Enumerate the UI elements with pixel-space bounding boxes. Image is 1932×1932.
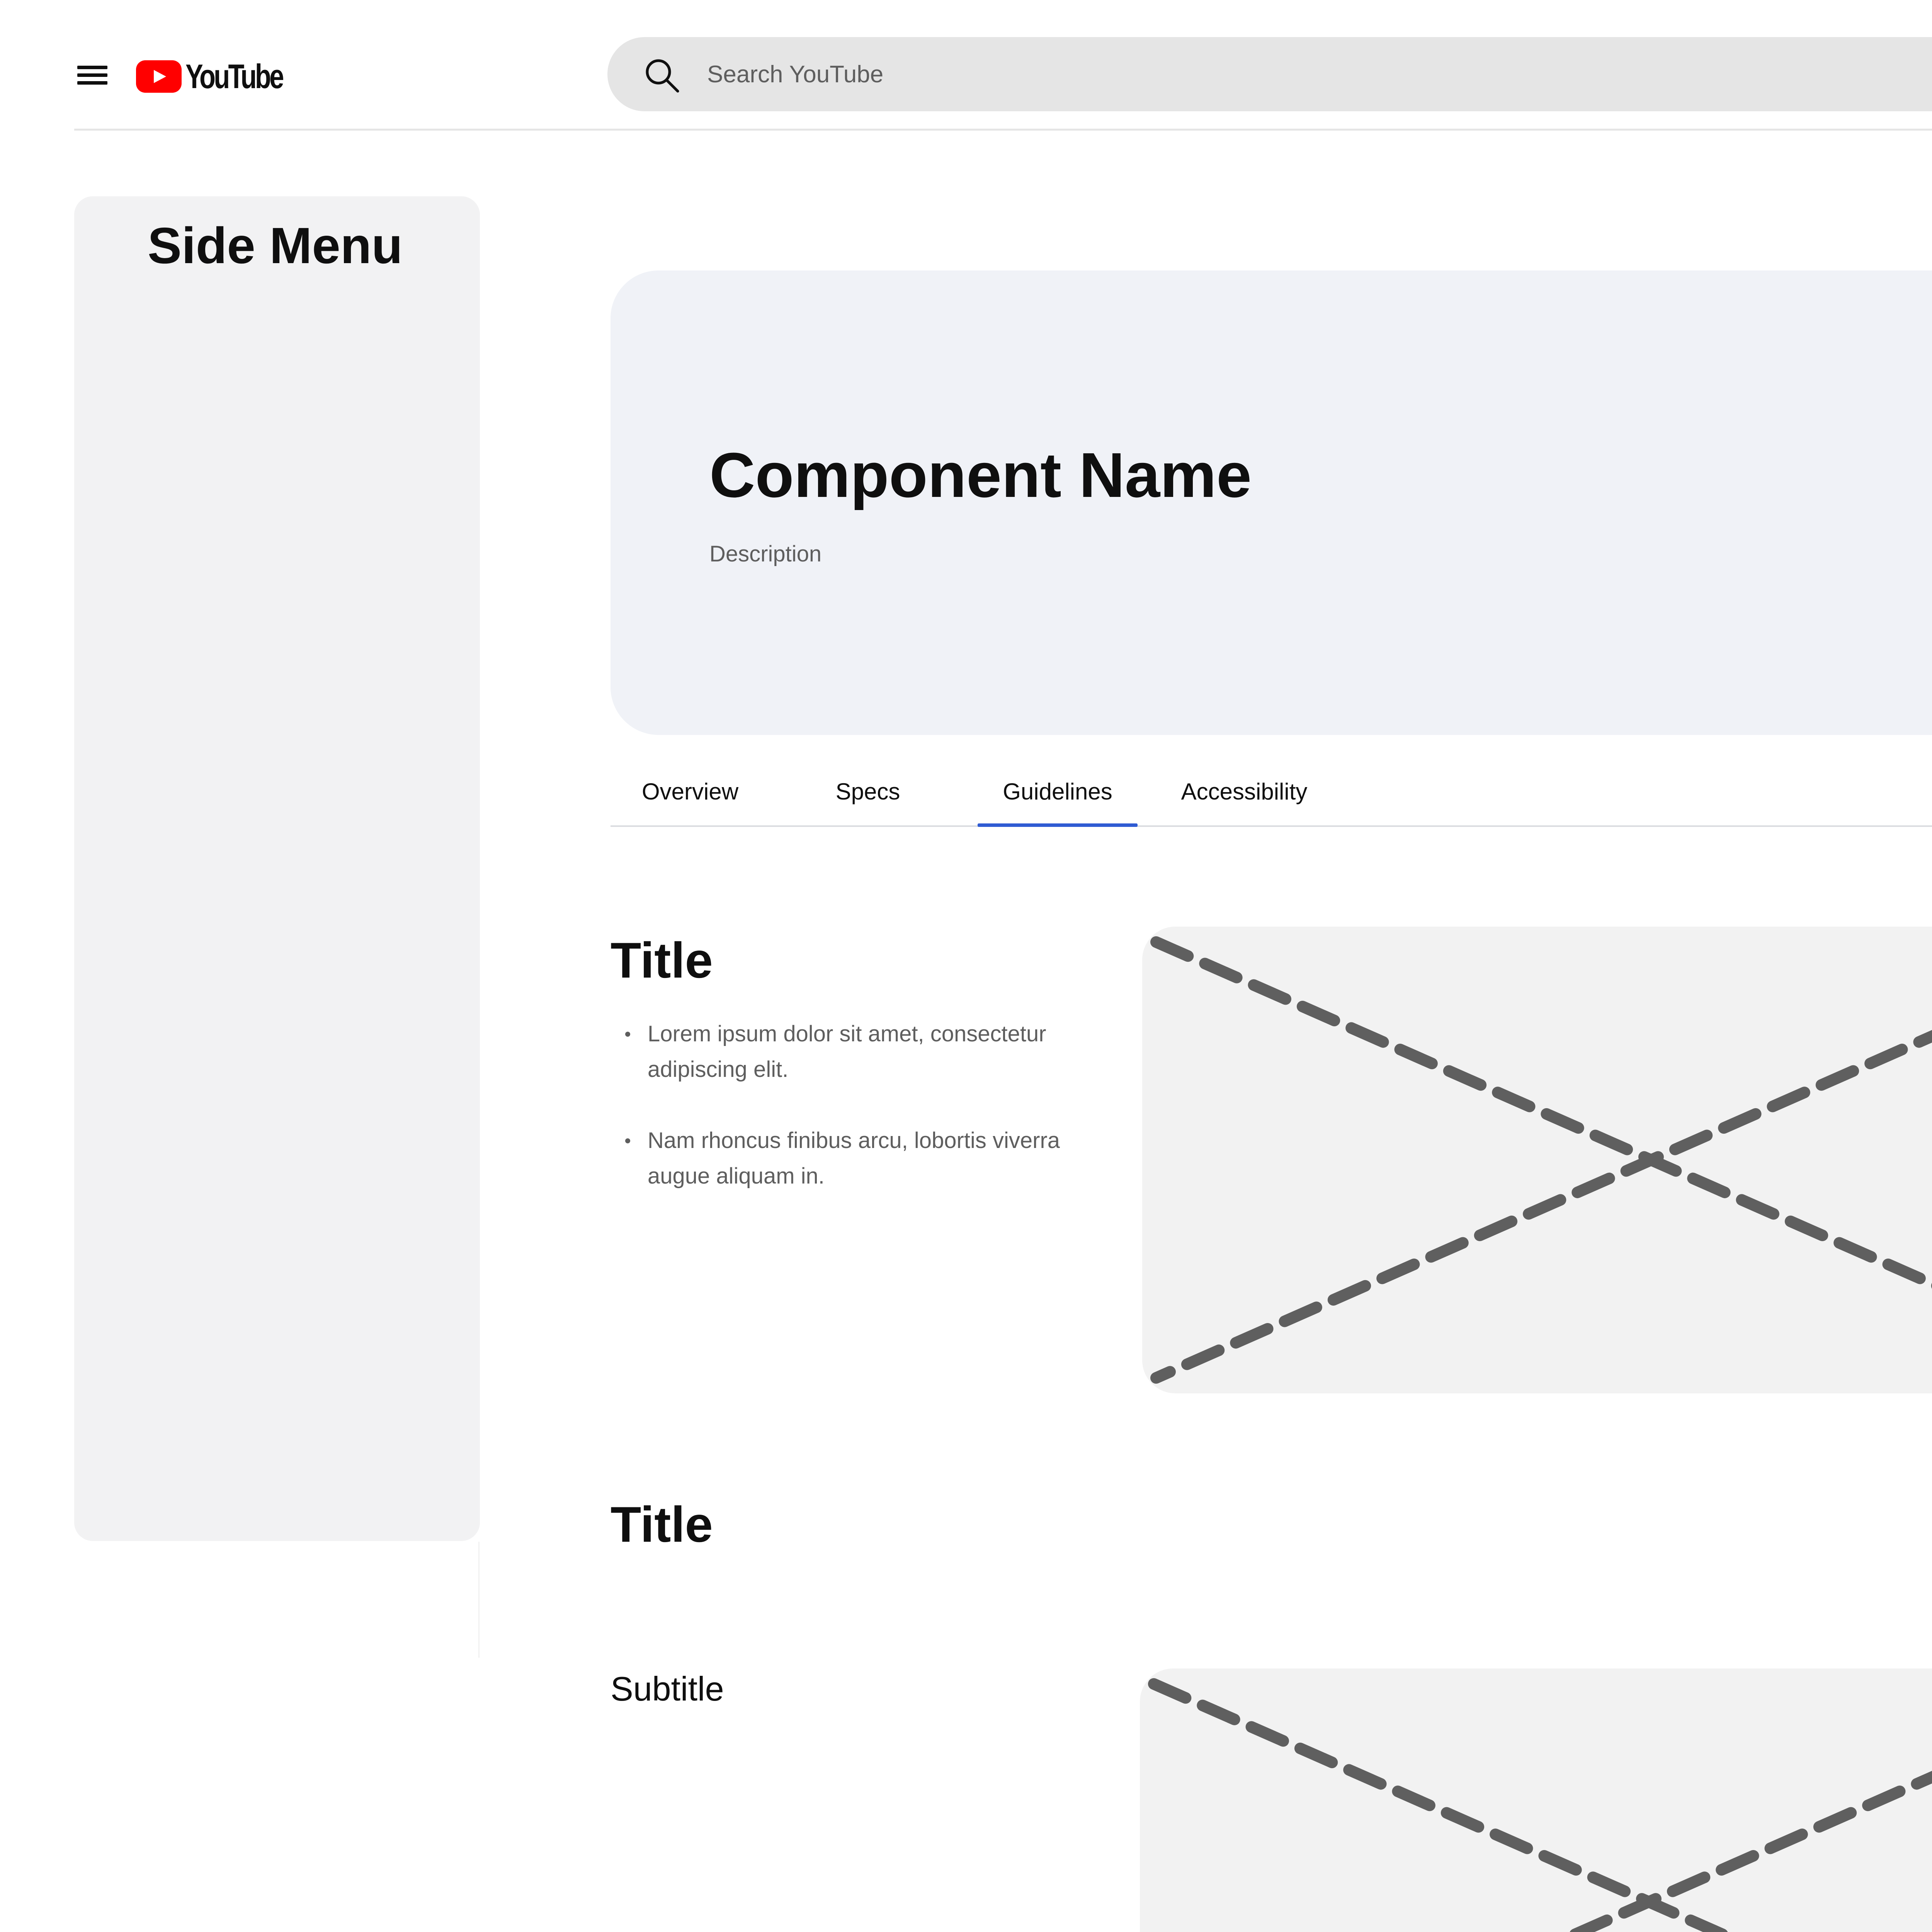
image-placeholder — [1140, 1668, 1932, 1932]
tab-guidelines[interactable]: Guidelines — [978, 757, 1138, 825]
youtube-logo[interactable] — [136, 57, 310, 96]
tab-bar — [611, 757, 1932, 827]
logo-text: YouTube — [185, 57, 282, 95]
side-menu — [74, 196, 480, 1541]
youtube-logo-icon — [136, 60, 182, 93]
component-description: Description — [709, 541, 822, 566]
image-placeholder-icon — [1140, 1668, 1932, 1932]
side-menu-divider — [478, 1542, 480, 1658]
section-title: Title — [611, 932, 713, 988]
bullet-list — [611, 1016, 1074, 1230]
image-placeholder-icon — [1142, 927, 1932, 1393]
component-name-heading: Component Name — [709, 440, 1252, 510]
search-input[interactable] — [706, 55, 1932, 94]
side-menu-title: Side Menu — [148, 217, 403, 274]
list-item: Lorem ipsum dolor sit amet, consectetur adipiscing elit. — [611, 1016, 1074, 1087]
search-icon[interactable] — [642, 56, 681, 94]
top-app-bar — [0, 0, 1932, 130]
hero-banner — [611, 270, 1932, 735]
tab-overview[interactable]: Overview — [641, 778, 739, 804]
image-placeholder — [1142, 927, 1932, 1393]
subtitle: Subtitle — [611, 1670, 724, 1708]
search-bar[interactable] — [607, 37, 1932, 111]
tab-specs[interactable]: Specs — [835, 778, 900, 804]
list-item: Nam rhoncus finibus arcu, lobortis viverra augue aliquam in. — [611, 1123, 1074, 1194]
section-title: Title — [611, 1496, 713, 1553]
menu-icon[interactable] — [76, 62, 109, 88]
tab-accessibility[interactable]: Accessibility — [1181, 778, 1308, 804]
header-divider — [74, 129, 1932, 131]
